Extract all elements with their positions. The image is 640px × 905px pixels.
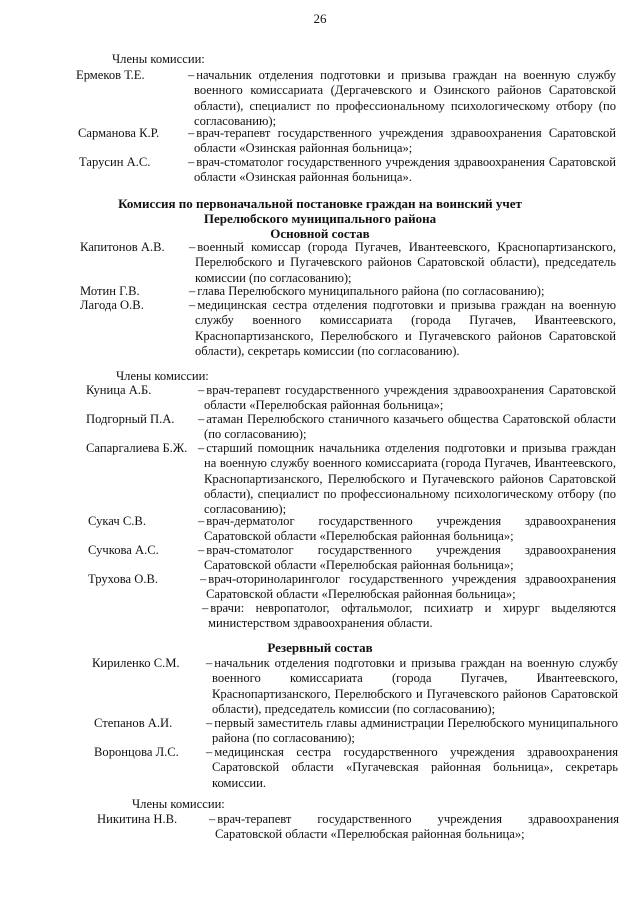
member-role: – медицинская сестра отделения подготовки и призыва граждан на военную службу военного комиссариата (города Пугачев, Ивантеевского, Краснопартизанского, Перелюбского и Пугачевского районов Саратовской области), секретарь комиссии (по согласованию). <box>189 298 616 358</box>
member-name: Сарманова К.Р. <box>78 126 160 140</box>
member-name: Капитонов А.В. <box>80 240 165 254</box>
member-name: Подгорный П.А. <box>86 412 175 426</box>
main-composition-heading: Основной состав <box>270 226 370 241</box>
member-role: – врач-терапевт государственного учреждения здравоохранения Саратовской области «Озинская районная больница»; <box>188 126 616 156</box>
member-role: – врачи: невропатолог, офтальмолог, психиатр и хирург выделяются министерством здравоохранения области. <box>202 601 616 631</box>
member-name: Никитина Н.В. <box>97 812 178 826</box>
member-role: – врач-оториноларинголог государственного учреждения здравоохранения Саратовской области «Перелюбская районная больница»; <box>200 572 616 602</box>
page-number: 26 <box>313 11 327 26</box>
members-label: Члены комиссии: <box>116 369 209 383</box>
member-name: Лагода О.В. <box>80 298 144 312</box>
member-name: Воронцова Л.С. <box>94 745 179 759</box>
member-role: – врач-стоматолог государственного учреждения здравоохранения Саратовской области «Перелюбская районная больница»; <box>198 543 616 573</box>
member-name: Куница А.Б. <box>86 383 152 397</box>
member-name: Сапаргалиева Б.Ж. <box>86 441 188 455</box>
members-label: Члены комиссии: <box>132 797 225 811</box>
member-role: – начальник отделения подготовки и призыва граждан на военную службу военного комиссариата (города Пугачев, Ивантеевского, Краснопартизанского, Перелюбского и Пугачевского районов Саратовской области), председатель комиссии (по согласованию); <box>206 656 618 716</box>
member-role: – врач-терапевт государственного учреждения здравоохранения Саратовской области «Перелюбская районная больница»; <box>198 383 616 413</box>
member-role: – врач-терапевт государственного учреждения здравоохранения Саратовской области «Перелюбская районная больница»; <box>209 812 619 842</box>
member-name: Тарусин А.С. <box>79 155 151 169</box>
member-role: – медицинская сестра государственного учреждения здравоохранения Саратовской области «Пугачевская районная больница», секретарь комиссии. <box>206 745 618 790</box>
member-role: – врач-стоматолог государственного учреждения здравоохранения Саратовской области «Озинская районная больница». <box>188 155 616 185</box>
member-name: Сучкова А.С. <box>88 543 159 557</box>
member-role: – военный комиссар (города Пугачев, Ивантеевского, Краснопартизанского, Перелюбского и Пугачевского районов Саратовской области), председатель комиссии (по согласованию); <box>189 240 616 285</box>
member-name: Трухова О.В. <box>88 572 159 586</box>
commission-title-line1: Комиссия по первоначальной постановке граждан на воинский учет <box>118 196 522 211</box>
member-role: – врач-дерматолог государственного учреждения здравоохранения Саратовской области «Перелюбская районная больница»; <box>198 514 616 544</box>
reserve-composition-heading: Резервный состав <box>267 640 373 655</box>
member-name: Сукач С.В. <box>88 514 146 528</box>
member-name: Кириленко С.М. <box>92 656 180 670</box>
members-label: Члены комиссии: <box>112 52 205 66</box>
member-role: – первый заместитель главы администрации Перелюбского муниципального района (по согласованию); <box>206 716 618 746</box>
commission-title-line2: Перелюбского муниципального района <box>203 211 437 226</box>
member-role: – глава Перелюбского муниципального района (по согласованию); <box>189 284 545 298</box>
member-role: – атаман Перелюбского станичного казачьего общества Саратовской области (по согласованию); <box>198 412 616 442</box>
member-role: – начальник отделения подготовки и призыва граждан на военную службу военного комиссариата (Дергачевского и Озинского районов Саратовской области), специалист по профессиональному психологическому отбору (по согласованию); <box>188 68 616 128</box>
member-name: Мотин Г.В. <box>80 284 140 298</box>
member-name: Степанов А.И. <box>94 716 173 730</box>
member-role: – старший помощник начальника отделения подготовки и призыва граждан на военную службу военного комиссариата (города Пугачев, Ивантеевского, Краснопартизанского, Перелюбского и Пугачевского районов Саратовской области), специалист по профессиональному психологическому отбору (по согласованию); <box>198 441 616 517</box>
member-name: Ермеков Т.Е. <box>76 68 145 82</box>
